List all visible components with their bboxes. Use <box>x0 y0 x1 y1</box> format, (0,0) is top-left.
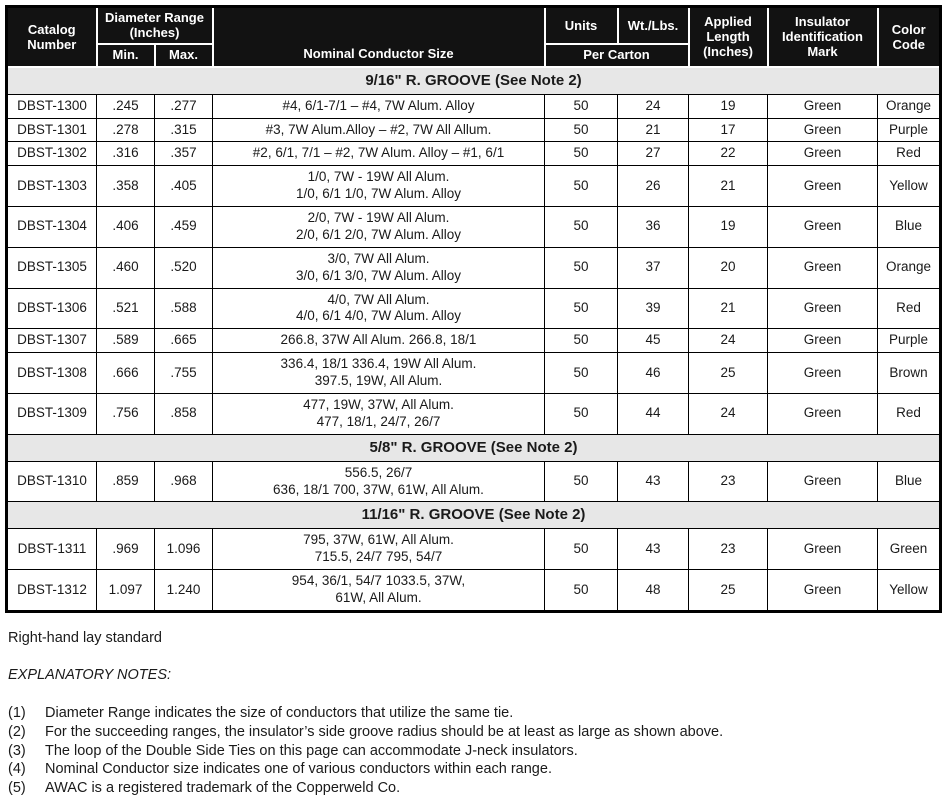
catalog-number-cell: DBST-1305 <box>7 247 97 288</box>
insulator-mark-cell: Green <box>768 570 878 612</box>
conductor-size-line: 2/0, 6/1 2/0, 7W Alum. Alloy <box>295 226 462 242</box>
weight-per-carton-cell: 27 <box>618 142 689 166</box>
weight-per-carton-cell: 45 <box>618 329 689 353</box>
color-code-cell: Green <box>878 529 941 570</box>
conductor-size-line: 477, 18/1, 24/7, 26/7 <box>316 413 441 429</box>
catalog-number-cell: DBST-1301 <box>7 118 97 142</box>
catalog-number-cell: DBST-1309 <box>7 393 97 434</box>
table-row <box>7 142 941 166</box>
color-code-cell: Purple <box>878 118 941 142</box>
table-row <box>7 207 941 248</box>
conductor-size-line: 266.8, 37W All Alum. 266.8, 18/1 <box>280 332 477 348</box>
note-number: (4) <box>8 761 26 778</box>
nominal-conductor-size-cell <box>213 529 545 570</box>
catalog-number-cell: DBST-1308 <box>7 353 97 394</box>
table-row <box>7 329 941 353</box>
section-header-row <box>7 67 941 95</box>
min-diameter-cell: .358 <box>97 166 155 207</box>
max-diameter-cell: .520 <box>155 247 213 288</box>
nominal-conductor-size-cell <box>213 118 545 142</box>
max-diameter-cell: .755 <box>155 353 213 394</box>
conductor-size-line: 3/0, 7W All Alum. <box>327 250 430 266</box>
explanatory-note <box>8 779 939 798</box>
min-diameter-cell: .666 <box>97 353 155 394</box>
catalog-number-cell: DBST-1304 <box>7 207 97 248</box>
conductor-size-line: 61W, All Alum. <box>335 590 422 606</box>
table-row <box>7 166 941 207</box>
min-diameter-cell: 1.097 <box>97 570 155 612</box>
units-per-carton-cell: 50 <box>545 393 618 434</box>
insulator-mark-cell: Green <box>768 118 878 142</box>
catalog-number-cell: DBST-1310 <box>7 461 97 502</box>
color-code-cell: Red <box>878 288 941 329</box>
table-row <box>7 118 941 142</box>
color-code-cell: Brown <box>878 353 941 394</box>
weight-per-carton-cell: 21 <box>618 118 689 142</box>
header-wt-lbs: Wt./Lbs. <box>618 7 689 44</box>
max-diameter-cell: .315 <box>155 118 213 142</box>
explanatory-notes-list <box>8 704 939 798</box>
conductor-size-line: 636, 18/1 700, 37W, 61W, All Alum. <box>273 481 484 497</box>
explanatory-note <box>8 704 939 723</box>
catalog-number-cell: DBST-1306 <box>7 288 97 329</box>
applied-length-cell: 24 <box>689 329 768 353</box>
max-diameter-cell: .588 <box>155 288 213 329</box>
section-title: 5/8" R. GROOVE (See Note 2) <box>7 434 941 461</box>
max-diameter-cell: .968 <box>155 461 213 502</box>
color-code-cell: Purple <box>878 329 941 353</box>
color-code-cell: Yellow <box>878 570 941 612</box>
min-diameter-cell: .521 <box>97 288 155 329</box>
note-text: AWAC is a registered trademark of the Copperweld Co. <box>45 780 401 797</box>
catalog-number-cell: DBST-1300 <box>7 94 97 118</box>
color-code-cell: Red <box>878 142 941 166</box>
nominal-conductor-size-cell <box>213 166 545 207</box>
weight-per-carton-cell: 26 <box>618 166 689 207</box>
header-units: Units <box>545 7 618 44</box>
lay-standard-note: Right-hand lay standard <box>8 629 162 646</box>
max-diameter-cell: .277 <box>155 94 213 118</box>
units-per-carton-cell: 50 <box>545 570 618 612</box>
catalog-number-cell: DBST-1303 <box>7 166 97 207</box>
conductor-size-line: 556.5, 26/7 <box>344 464 413 480</box>
color-code-cell: Blue <box>878 461 941 502</box>
note-number: (1) <box>8 704 26 721</box>
note-number: (5) <box>8 780 26 797</box>
table-row <box>7 461 941 502</box>
explanatory-note <box>8 760 939 779</box>
header-applied-length: Applied Length (Inches) <box>689 7 768 67</box>
conductor-size-line: #3, 7W Alum.Alloy – #2, 7W All Allum. <box>265 121 492 137</box>
min-diameter-cell: .756 <box>97 393 155 434</box>
units-per-carton-cell: 50 <box>545 461 618 502</box>
color-code-cell: Red <box>878 393 941 434</box>
applied-length-cell: 17 <box>689 118 768 142</box>
header-max: Max. <box>155 44 213 67</box>
conductor-size-line: 1/0, 6/1 1/0, 7W Alum. Alloy <box>295 186 462 202</box>
table-row <box>7 570 941 612</box>
header-catalog-number: Catalog Number <box>7 7 97 67</box>
nominal-conductor-size-cell <box>213 94 545 118</box>
explanatory-notes-heading: EXPLANATORY NOTES: <box>8 666 172 683</box>
conductor-size-line: #2, 6/1, 7/1 – #2, 7W Alum. Alloy – #1, 6/1 <box>252 145 505 161</box>
max-diameter-cell: .405 <box>155 166 213 207</box>
catalog-number-cell: DBST-1312 <box>7 570 97 612</box>
conductor-tie-spec-table <box>5 5 942 613</box>
table-row <box>7 353 941 394</box>
applied-length-cell: 25 <box>689 353 768 394</box>
applied-length-cell: 19 <box>689 207 768 248</box>
insulator-mark-cell: Green <box>768 94 878 118</box>
weight-per-carton-cell: 39 <box>618 288 689 329</box>
table-row <box>7 393 941 434</box>
note-text: For the succeeding ranges, the insulator’s side groove radius should be at least as large as shown above. <box>45 723 724 740</box>
color-code-cell: Yellow <box>878 166 941 207</box>
nominal-conductor-size-cell <box>213 393 545 434</box>
nominal-conductor-size-cell <box>213 207 545 248</box>
note-text: Nominal Conductor size indicates one of various conductors within each range. <box>45 761 552 778</box>
note-text: Diameter Range indicates the size of conductors that utilize the same tie. <box>45 704 514 721</box>
section-header-row <box>7 434 941 461</box>
min-diameter-cell: .460 <box>97 247 155 288</box>
nominal-conductor-size-cell <box>213 570 545 612</box>
units-per-carton-cell: 50 <box>545 142 618 166</box>
conductor-size-line: 397.5, 19W, All Alum. <box>314 373 443 389</box>
applied-length-cell: 23 <box>689 461 768 502</box>
units-per-carton-cell: 50 <box>545 329 618 353</box>
min-diameter-cell: .245 <box>97 94 155 118</box>
weight-per-carton-cell: 48 <box>618 570 689 612</box>
min-diameter-cell: .316 <box>97 142 155 166</box>
applied-length-cell: 20 <box>689 247 768 288</box>
applied-length-cell: 25 <box>689 570 768 612</box>
conductor-size-line: 1/0, 7W - 19W All Alum. <box>307 169 450 185</box>
max-diameter-cell: .858 <box>155 393 213 434</box>
table-row <box>7 94 941 118</box>
weight-per-carton-cell: 43 <box>618 461 689 502</box>
color-code-cell: Orange <box>878 247 941 288</box>
conductor-size-line: 2/0, 7W - 19W All Alum. <box>307 210 450 226</box>
max-diameter-cell: .665 <box>155 329 213 353</box>
header-nominal-conductor-size: Nominal Conductor Size <box>213 7 545 67</box>
conductor-size-line: #4, 6/1-7/1 – #4, 7W Alum. Alloy <box>282 97 475 113</box>
catalog-number-cell: DBST-1311 <box>7 529 97 570</box>
note-text: The loop of the Double Side Ties on this page can accommodate J-neck insulators. <box>45 742 578 759</box>
applied-length-cell: 19 <box>689 94 768 118</box>
conductor-size-line: 715.5, 24/7 795, 54/7 <box>314 549 443 565</box>
explanatory-note <box>8 723 939 742</box>
max-diameter-cell: .357 <box>155 142 213 166</box>
color-code-cell: Blue <box>878 207 941 248</box>
table-row <box>7 288 941 329</box>
units-per-carton-cell: 50 <box>545 247 618 288</box>
table-row <box>7 247 941 288</box>
insulator-mark-cell: Green <box>768 461 878 502</box>
insulator-mark-cell: Green <box>768 393 878 434</box>
table-body <box>7 67 941 612</box>
conductor-size-line: 954, 36/1, 54/7 1033.5, 37W, <box>291 573 466 589</box>
nominal-conductor-size-cell <box>213 247 545 288</box>
header-min: Min. <box>97 44 155 67</box>
note-number: (2) <box>8 723 26 740</box>
header-color-code: Color Code <box>878 7 941 67</box>
conductor-size-line: 336.4, 18/1 336.4, 19W All Alum. <box>280 356 477 372</box>
insulator-mark-cell: Green <box>768 353 878 394</box>
weight-per-carton-cell: 46 <box>618 353 689 394</box>
weight-per-carton-cell: 36 <box>618 207 689 248</box>
weight-per-carton-cell: 37 <box>618 247 689 288</box>
conductor-size-line: 4/0, 6/1 4/0, 7W Alum. Alloy <box>295 308 462 324</box>
units-per-carton-cell: 50 <box>545 529 618 570</box>
table-header <box>7 7 941 67</box>
applied-length-cell: 22 <box>689 142 768 166</box>
units-per-carton-cell: 50 <box>545 353 618 394</box>
min-diameter-cell: .859 <box>97 461 155 502</box>
explanatory-note <box>8 742 939 761</box>
units-per-carton-cell: 50 <box>545 207 618 248</box>
header-per-carton: Per Carton <box>545 44 689 67</box>
min-diameter-cell: .589 <box>97 329 155 353</box>
applied-length-cell: 21 <box>689 166 768 207</box>
weight-per-carton-cell: 24 <box>618 94 689 118</box>
applied-length-cell: 23 <box>689 529 768 570</box>
insulator-mark-cell: Green <box>768 247 878 288</box>
section-title: 11/16" R. GROOVE (See Note 2) <box>7 502 941 529</box>
color-code-cell: Orange <box>878 94 941 118</box>
weight-per-carton-cell: 44 <box>618 393 689 434</box>
insulator-mark-cell: Green <box>768 166 878 207</box>
insulator-mark-cell: Green <box>768 207 878 248</box>
weight-per-carton-cell: 43 <box>618 529 689 570</box>
section-header-row <box>7 502 941 529</box>
section-title: 9/16" R. GROOVE (See Note 2) <box>7 67 941 95</box>
insulator-mark-cell: Green <box>768 288 878 329</box>
table-row <box>7 529 941 570</box>
max-diameter-cell: .459 <box>155 207 213 248</box>
min-diameter-cell: .969 <box>97 529 155 570</box>
insulator-mark-cell: Green <box>768 142 878 166</box>
nominal-conductor-size-cell <box>213 461 545 502</box>
nominal-conductor-size-cell <box>213 329 545 353</box>
min-diameter-cell: .406 <box>97 207 155 248</box>
nominal-conductor-size-cell <box>213 353 545 394</box>
conductor-size-line: 477, 19W, 37W, All Alum. <box>303 396 454 412</box>
min-diameter-cell: .278 <box>97 118 155 142</box>
conductor-size-line: 3/0, 6/1 3/0, 7W Alum. Alloy <box>295 267 462 283</box>
conductor-size-line: 4/0, 7W All Alum. <box>327 291 430 307</box>
max-diameter-cell: 1.240 <box>155 570 213 612</box>
catalog-number-cell: DBST-1302 <box>7 142 97 166</box>
nominal-conductor-size-cell <box>213 288 545 329</box>
units-per-carton-cell: 50 <box>545 94 618 118</box>
units-per-carton-cell: 50 <box>545 166 618 207</box>
header-diameter-range: Diameter Range (Inches) <box>97 7 213 44</box>
applied-length-cell: 21 <box>689 288 768 329</box>
insulator-mark-cell: Green <box>768 329 878 353</box>
conductor-size-line: 795, 37W, 61W, All Alum. <box>303 532 454 548</box>
applied-length-cell: 24 <box>689 393 768 434</box>
units-per-carton-cell: 50 <box>545 288 618 329</box>
note-number: (3) <box>8 742 26 759</box>
max-diameter-cell: 1.096 <box>155 529 213 570</box>
units-per-carton-cell: 50 <box>545 118 618 142</box>
nominal-conductor-size-cell <box>213 142 545 166</box>
insulator-mark-cell: Green <box>768 529 878 570</box>
header-insulator-identification-mark: Insulator Identification Mark <box>768 7 878 67</box>
catalog-number-cell: DBST-1307 <box>7 329 97 353</box>
